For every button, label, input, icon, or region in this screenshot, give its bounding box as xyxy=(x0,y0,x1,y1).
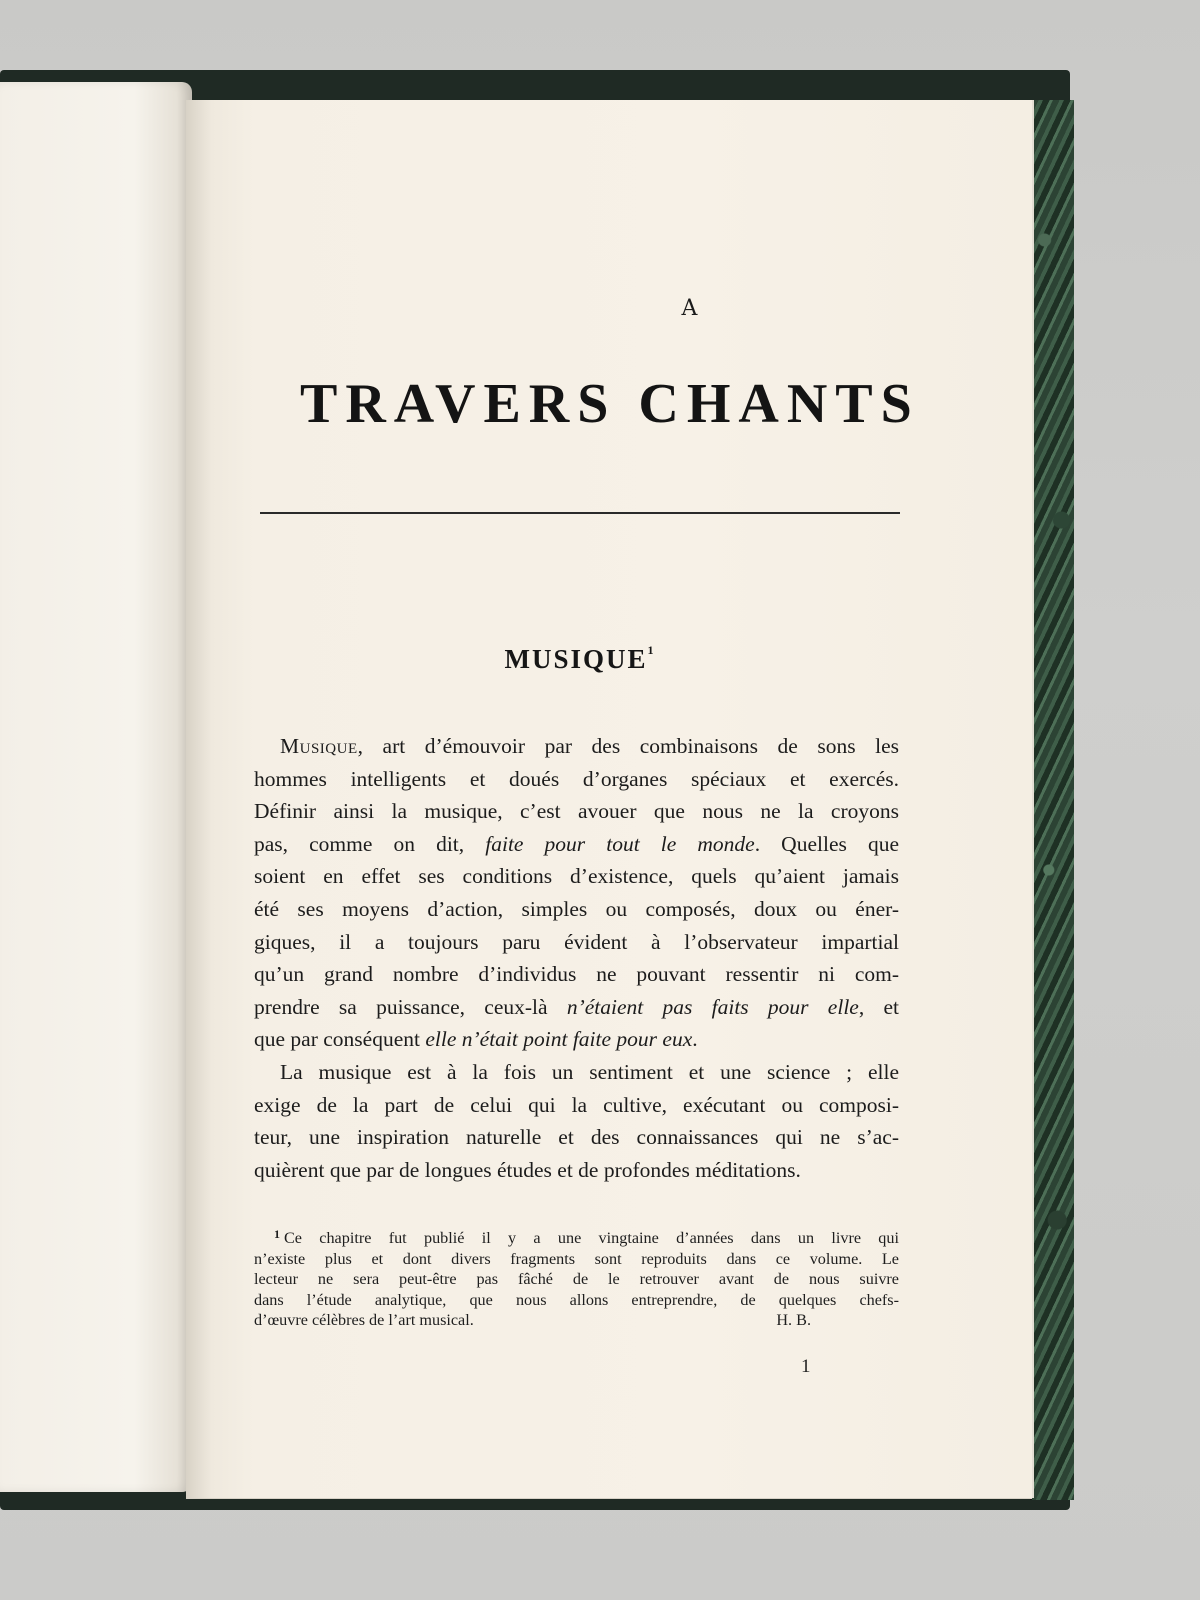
footnote-line-text: lecteur ne sera peut-être pas fâché de le retrouver avant de nous suivre xyxy=(254,1270,899,1288)
footnote-signature: H. B. xyxy=(776,1311,811,1329)
footnote-line xyxy=(254,1269,899,1290)
title-prefix: A xyxy=(681,296,699,321)
chapter-title xyxy=(460,643,700,675)
footnote-line-text: dans l’étude analytique, que nous allons entreprendre, de quelques chefs- xyxy=(254,1290,899,1309)
body-line-segment: que par conséquent xyxy=(254,1027,426,1052)
body-line-segment: Musique xyxy=(280,734,358,758)
chapter-title-text: MUSIQUE xyxy=(504,644,648,674)
body-line-segment: été ses moyens d’action, simples ou composés, doux ou éner- xyxy=(254,896,899,921)
body-line-segment: faite pour tout le monde xyxy=(485,831,755,856)
body-line xyxy=(254,1056,899,1089)
footnote-mark: 1 xyxy=(274,1227,280,1241)
footnote-line xyxy=(254,1290,899,1311)
footnote-line-text: Ce chapitre fut publié il y a une vingtaine d’années dans un livre qui xyxy=(284,1229,899,1247)
body-line xyxy=(254,893,899,926)
footnote-last-text: d’œuvre célèbres de l’art musical. xyxy=(254,1311,474,1329)
body-line xyxy=(254,860,899,893)
page-number: 1 xyxy=(801,1356,811,1377)
body-line xyxy=(254,958,899,991)
body-line-segment: n’étaient pas faits pour elle xyxy=(566,994,859,1019)
body-line-segment: prendre sa puissance, ceux-là xyxy=(254,994,567,1019)
body-line xyxy=(254,828,899,861)
body-line xyxy=(254,1121,899,1154)
body-line-segment: , art d’émouvoir par des combinaisons de sons les xyxy=(357,734,899,758)
body-line-segment: teur, une inspiration naturelle et des connaissances qui ne s’ac- xyxy=(254,1125,899,1150)
body-line-segment: soient en effet ses conditions d’existence, quels qu’aient jamais xyxy=(254,864,899,889)
body-line-segment: . Quelles que xyxy=(754,831,899,856)
body-paragraphs xyxy=(254,730,899,1186)
footnote-line xyxy=(254,1224,899,1249)
chapter-footnote-mark: 1 xyxy=(647,643,656,657)
body-line xyxy=(254,1023,899,1056)
body-line-segment: La musique est à la fois un sentiment et une science ; elle xyxy=(280,1059,899,1084)
body-line-segment: , et xyxy=(858,994,899,1019)
title-rule xyxy=(260,512,900,514)
body-line-segment: giques, il a toujours paru évident à l’observateur impartial xyxy=(254,929,899,954)
body-line-segment: hommes intelligents et doués d’organes spéciaux et exercés. xyxy=(254,766,899,791)
footnote-line xyxy=(254,1249,899,1270)
body-line-segment: . xyxy=(692,1027,698,1052)
body-line-segment: elle n’était point faite pour eux xyxy=(425,1027,693,1052)
footnote-line-text: n’existe plus et dont divers fragments sont reproduits dans ce volume. Le xyxy=(254,1249,899,1268)
body-line-segment: exige de la part de celui qui la cultive, exécutant ou composi- xyxy=(254,1092,899,1117)
body-line xyxy=(254,1089,899,1122)
body-line-segment: qu’un grand nombre d’individus ne pouvant ressentir ni com- xyxy=(254,962,899,987)
footnote-last-line xyxy=(254,1310,899,1331)
left-page xyxy=(0,82,192,1492)
footnote-lines xyxy=(254,1224,899,1310)
body-line xyxy=(254,1154,899,1187)
body-line-segment: quièrent que par de longues études et de profondes méditations. xyxy=(254,1157,801,1182)
body-line xyxy=(254,763,899,796)
body-line xyxy=(254,991,899,1024)
body-line xyxy=(254,730,899,763)
body-line-segment: pas, comme on dit, xyxy=(254,831,486,856)
body-line xyxy=(254,926,899,959)
body-line xyxy=(254,795,899,828)
body-line-segment: Définir ainsi la musique, c’est avouer que nous ne la croyons xyxy=(254,799,899,824)
book-title: TRAVERS CHANTS xyxy=(300,373,920,435)
footnote xyxy=(254,1224,899,1331)
